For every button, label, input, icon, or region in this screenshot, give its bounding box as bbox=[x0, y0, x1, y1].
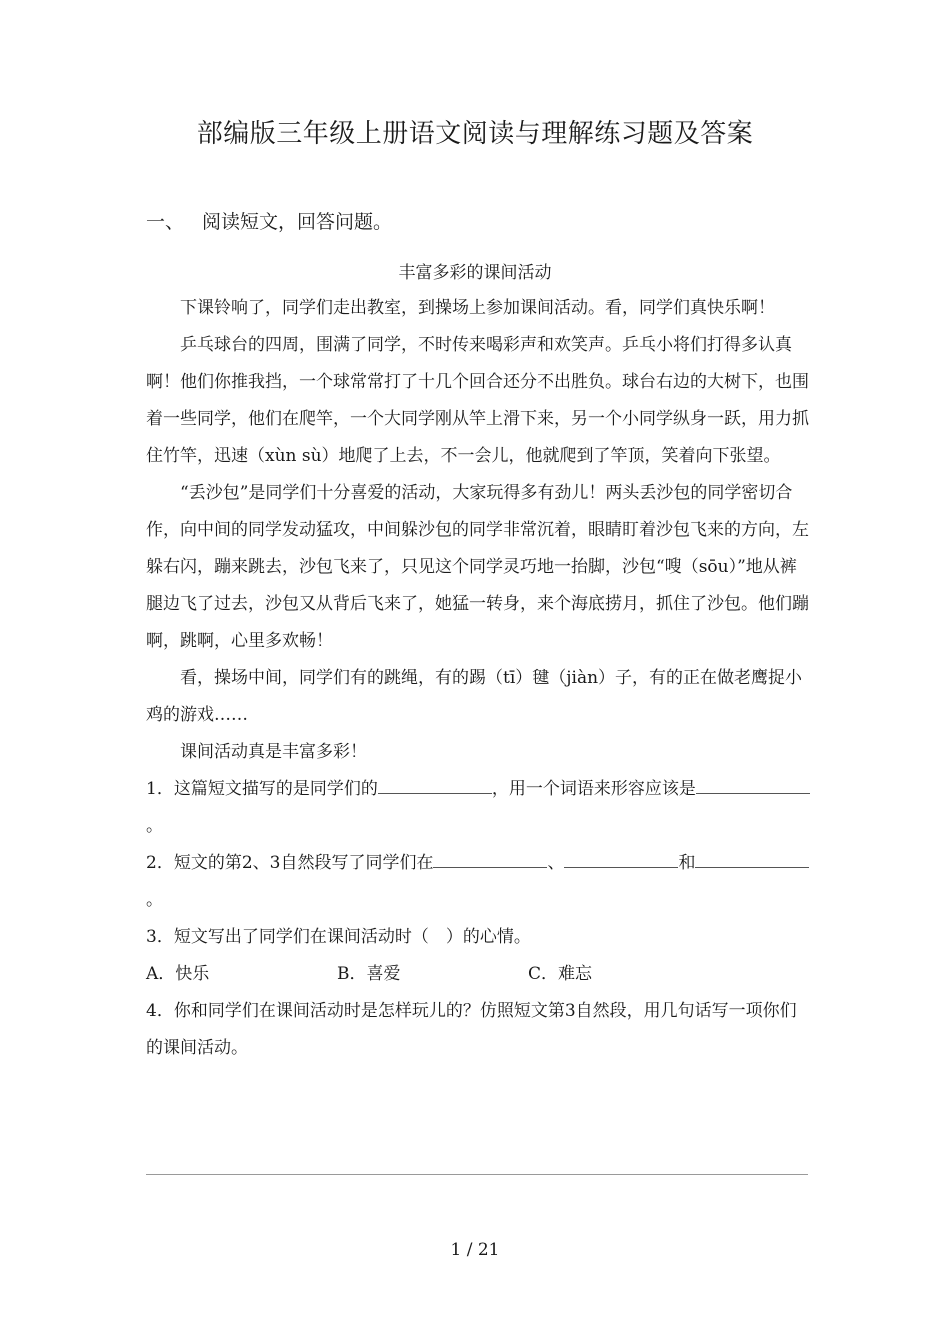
answer-blank[interactable] bbox=[433, 845, 547, 868]
answer-blank[interactable] bbox=[695, 845, 809, 868]
answer-writing-line[interactable] bbox=[146, 1174, 808, 1175]
passage-title: 丰富多彩的课间活动 bbox=[398, 263, 552, 283]
answer-blank[interactable] bbox=[378, 771, 492, 794]
section-heading-text: 阅读短文，回答问题。 bbox=[202, 211, 393, 233]
question-3: 3．短文写出了同学们在课间活动时（ ）的心情。 bbox=[146, 927, 531, 947]
question-2-text-b: 、 bbox=[547, 853, 565, 873]
question-1 bbox=[146, 771, 810, 845]
question-1-text-c: 。 bbox=[146, 816, 163, 836]
question-2-text-a: 2．短文的第2、3自然段写了同学们在 bbox=[146, 853, 434, 873]
section-number: 一、 bbox=[146, 211, 185, 233]
passage-body bbox=[146, 290, 810, 1067]
answer-blank[interactable] bbox=[564, 845, 678, 868]
paragraph-2: 乒乓球台的四周，围满了同学，不时传来喝彩声和欢笑声。乒乓小将们打得多认真啊！他们你推我挡，一个球常常打了十几个回合还分不出胜负。球台右边的大树下，也围着一些同学，他们在爬竿，一个大同学刚从竿上滑下来，另一个小同学纵身一跃，用力抓住竹竿，迅速（xùn sù）地爬了上去，不一会儿，他就爬到了竿顶，笑着向下张望。 bbox=[146, 335, 809, 466]
option-a[interactable]: A．快乐 bbox=[146, 964, 210, 984]
question-2-text-d: 。 bbox=[146, 890, 163, 910]
question-2 bbox=[146, 845, 810, 919]
paragraph-5: 课间活动真是丰富多彩！ bbox=[180, 742, 367, 762]
option-b[interactable]: B．喜爱 bbox=[337, 964, 401, 984]
paragraph-3: “丢沙包”是同学们十分喜爱的活动，大家玩得多有劲儿！两头丢沙包的同学密切合作，向中间的同学发动猛攻，中间躲沙包的同学非常沉着，眼睛盯着沙包飞来的方向，左躲右闪，蹦来跳去，沙包飞来了，只见这个同学灵巧地一抬脚，沙包“嗖（sōu）”地从裤腿边飞了过去，沙包又从背后飞来了，她猛一转身，来个海底捞月，抓住了沙包。他们蹦啊，跳啊，心里多欢畅！ bbox=[146, 483, 809, 651]
answer-blank[interactable] bbox=[696, 771, 810, 794]
question-1-text-a: 1．这篇短文描写的是同学们的 bbox=[146, 779, 378, 799]
question-4: 4．你和同学们在课间活动时是怎样玩儿的？仿照短文第3自然段，用几句话写一项你们的课间活动。 bbox=[146, 1001, 797, 1058]
paragraph-4: 看，操场中间，同学们有的跳绳，有的踢（tī）毽（jiàn）子，有的正在做老鹰捉小鸡的游戏…… bbox=[146, 668, 803, 725]
document-title: 部编版三年级上册语文阅读与理解练习题及答案 bbox=[196, 119, 754, 149]
option-c[interactable]: C．难忘 bbox=[528, 964, 593, 984]
question-3-options bbox=[146, 956, 810, 993]
paragraph-1: 下课铃响了，同学们走出教室，到操场上参加课间活动。看，同学们真快乐啊！ bbox=[180, 298, 775, 318]
section-heading bbox=[146, 207, 392, 234]
page-number: 1 / 21 bbox=[450, 1240, 500, 1260]
question-2-text-c: 和 bbox=[678, 853, 696, 873]
question-1-text-b: ，用一个词语来形容应该是 bbox=[491, 779, 696, 799]
